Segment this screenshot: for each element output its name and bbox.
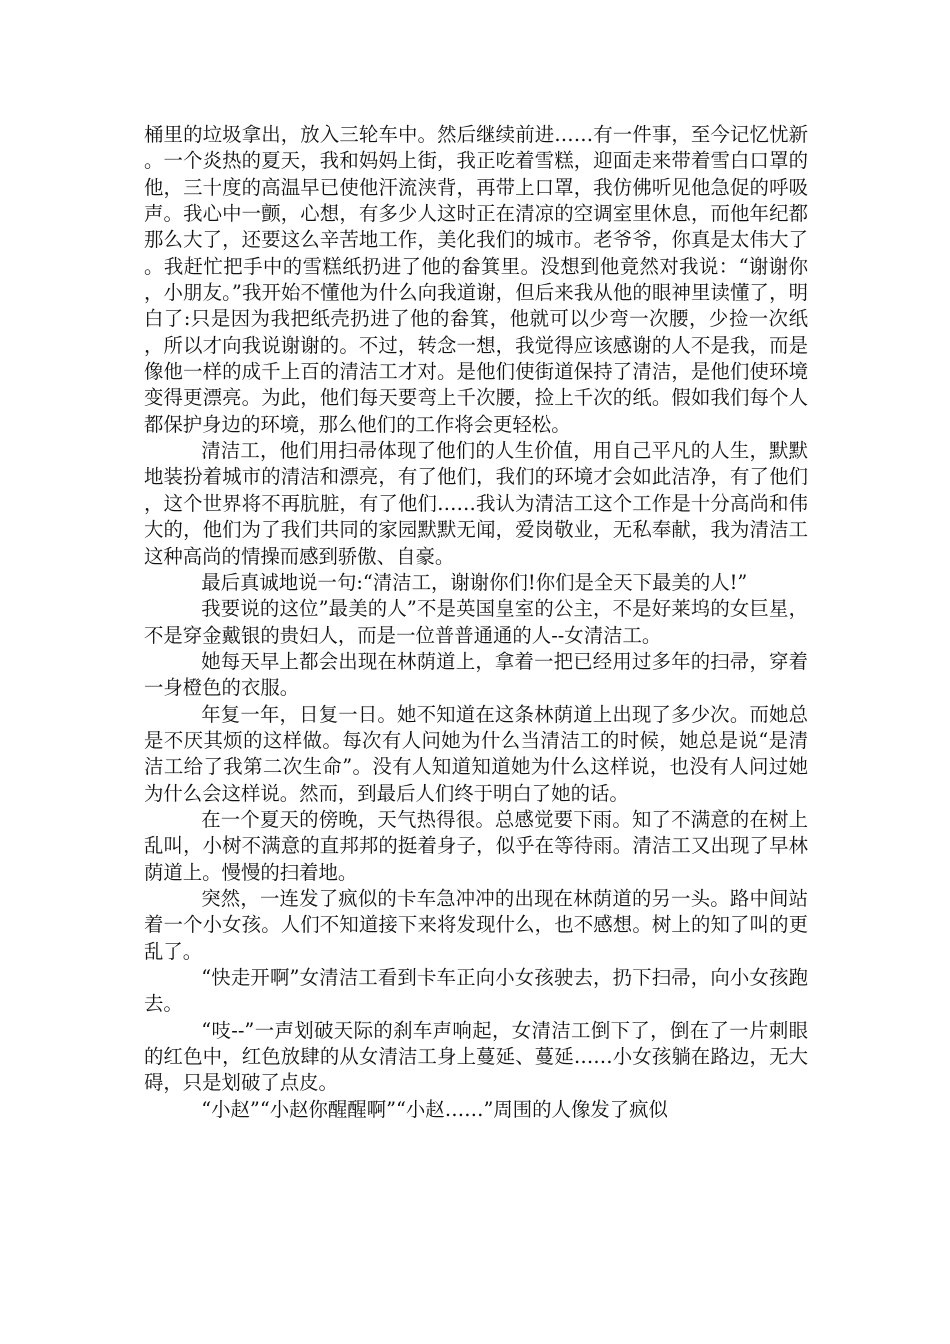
paragraph-3: 最后真诚地说一句:“清洁工，谢谢你们!你们是全天下最美的人!” xyxy=(201,570,748,594)
paragraph-5: 她每天早上都会出现在林荫道上，拿着一把已经用过多年的扫帚，穿着一身橙色的衣服。 xyxy=(144,649,808,700)
paragraph-8: 突然，一连发了疯似的卡车急冲冲的出现在林荫道的另一头。路中间站着一个小女孩。人们不知道接下来将发现什么，也不感想。树上的知了叫的更乱了。 xyxy=(144,886,808,963)
paragraph-2: 清洁工，他们用扫帚体现了他们的人生价值，用自己平凡的人生，默默地装扮着城市的清洁和漂亮，有了他们，我们的环境才会如此洁净，有了他们，这个世界将不再肮脏，有了他们……我认为清洁工这个工作是十分高尚和伟大的，他们为了我们共同的家园默默无闻，爱岗敬业，无私奉献，我为清洁工这种高尚的情操而感到骄傲、自豪。 xyxy=(144,439,808,568)
paragraph-1: 桶里的垃圾拿出，放入三轮车中。然后继续前进……有一件事，至今记忆忧新。一个炎热的夏天，我和妈妈上街，我正吃着雪糕，迎面走来带着雪白口罩的他，三十度的高温早已使他汗流浃背，再带上口罩，我仿佛听见他急促的呼吸声。我心中一颤，心想，有多少人这时正在清凉的空调室里休息，而他年纪都那么大了，还要这么辛苦地工作，美化我们的城市。老爷爷，你真是太伟大了。我赶忙把手中的雪糕纸扔进了他的畚箕里。没想到他竟然对我说：“谢谢你，小朋友。”我开始不懂他为什么向我道谢，但后来我从他的眼神里读懂了，明白了:只是因为我把纸壳扔进了他的畚箕，他就可以少弯一次腰，少捡一次纸，所以才向我说谢谢的。不过，转念一想，我觉得应该感谢的人不是我，而是像他一样的成千上百的清洁工才对。是他们使街道保持了清洁，是他们使环境变得更漂亮。为此，他们每天要弯上千次腰，捡上千次的纸。假如我们每个人都保护身边的环境，那么他们的工作将会更轻松。 xyxy=(144,123,808,436)
paragraph-9: “快走开啊”女清洁工看到卡车正向小女孩驶去，扔下扫帚，向小女孩跑去。 xyxy=(144,966,808,1016)
paragraph-7: 在一个夏天的傍晚，天气热得很。总感觉要下雨。知了不满意的在树上乱叫，小树不满意的直邦邦的挺着身子，似乎在等待雨。清洁工又出现了早林荫道上。慢慢的扫着地。 xyxy=(144,807,808,884)
paragraph-4: 我要说的这位”最美的人”不是英国皇室的公主，不是好莱坞的女巨星，不是穿金戴银的贵妇人，而是一位普普通通的人--女清洁工。 xyxy=(144,597,808,647)
paragraph-6: 年复一年，日复一日。她不知道在这条林荫道上出现了多少次。而她总是不厌其烦的这样做。每次有人问她为什么当清洁工的时候，她总是说“是清洁工给了我第二次生命”。没有人知道知道她为什么这样说，也没有人问过她为什么会这样说。然而，到最后人们终于明白了她的话。 xyxy=(144,702,808,805)
paragraph-10: “吱--”一声划破天际的刹车声响起，女清洁工倒下了，倒在了一片刺眼的红色中，红色放肆的从女清洁工身上蔓延、蔓延……小女孩躺在路边，无大碍，只是划破了点皮。 xyxy=(144,1018,808,1095)
document-page xyxy=(144,122,808,1123)
paragraph-11: “小赵”“小赵你醒醒啊”“小赵……”周围的人像发了疯似 xyxy=(201,1097,668,1121)
